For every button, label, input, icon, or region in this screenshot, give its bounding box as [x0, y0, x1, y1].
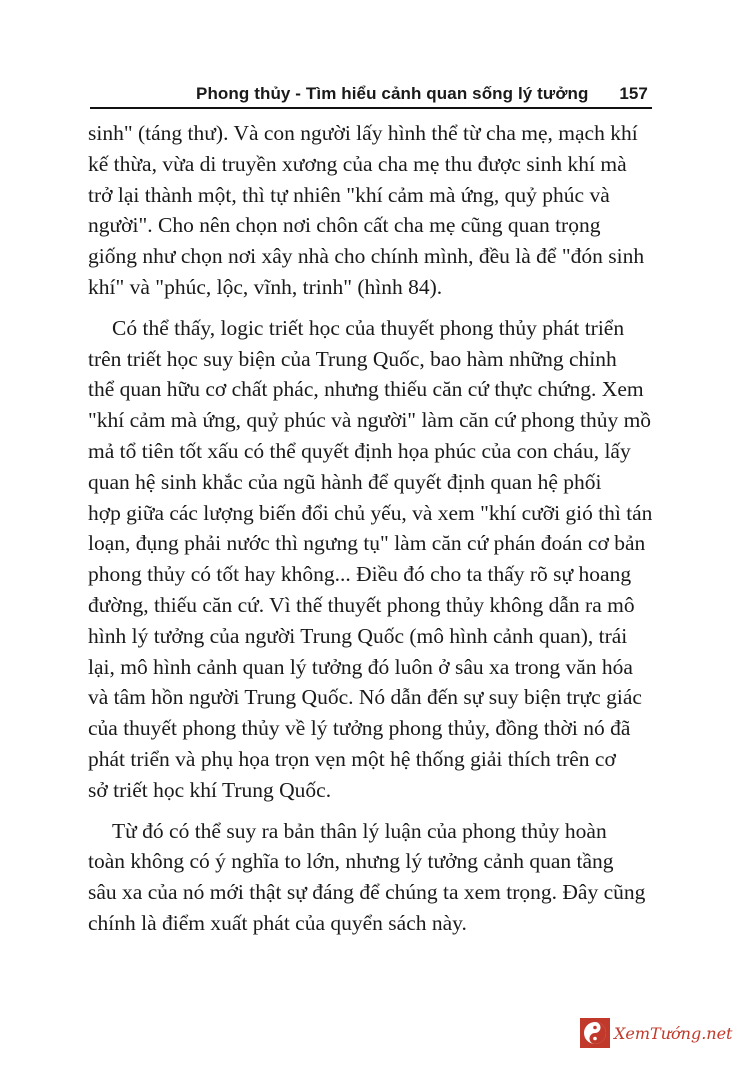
text-line: trên triết học suy biện của Trung Quốc, bao hàm những chỉnh: [88, 346, 617, 371]
text-line: mả tổ tiên tốt xấu có thể quyết định họa phúc của con cháu, lấy: [88, 438, 631, 463]
text-line: trở lại thành một, thì tự nhiên "khí cảm mà ứng, quỷ phúc và: [88, 182, 610, 207]
yin-yang-icon: [580, 1018, 610, 1048]
text-line: người". Cho nên chọn nơi chôn cất cha mẹ cũng quan trọng: [88, 213, 601, 238]
text-line: phát triển và phụ họa trọn vẹn một hệ thống giải thích trên cơ: [88, 746, 616, 771]
text-line: hợp giữa các lượng biến đổi chủ yếu, và xem "khí cưỡi gió thì tán: [88, 500, 653, 525]
running-header: [196, 84, 648, 104]
header-title: Phong thủy - Tìm hiểu cảnh quan sống lý tưởng: [196, 84, 589, 103]
text-line: phong thủy có tốt hay không... Điều đó cho ta thấy rõ sự hoang: [88, 562, 632, 587]
text-line: khí" và "phúc, lộc, vĩnh, trinh" (hình 84).: [88, 274, 443, 299]
text-line: đường, thiếu căn cứ. Vì thế thuyết phong thủy không dẫn ra mô: [88, 592, 635, 617]
header-divider: [90, 107, 652, 109]
text-line: sâu xa của nó mới thật sự đáng để chúng ta xem trọng. Đây cũng: [88, 880, 646, 905]
watermark-logo: [580, 1016, 746, 1050]
text-line: của thuyết phong thủy về lý tưởng phong thủy, đồng thời nó đã: [88, 716, 631, 741]
paragraph: [88, 816, 653, 939]
text-line: sinh" (táng thư). Và con người lấy hình thể từ cha mẹ, mạch khí: [88, 121, 638, 145]
text-line: toàn không có ý nghĩa to lớn, nhưng lý tưởng cảnh quan tầng: [88, 849, 614, 874]
text-line: kế thừa, vừa di truyền xương của cha mẹ thu được sinh khí mà: [88, 151, 627, 176]
text-line: Có thể thấy, logic triết học của thuyết phong thủy phát triển: [112, 315, 625, 340]
text-line: lại, mô hình cảnh quan lý tưởng đó luôn ở sâu xa trong văn hóa: [88, 654, 633, 679]
text-line: và tâm hồn người Trung Quốc. Nó dẫn đến sự suy biện trực giác: [88, 685, 642, 710]
text-line: sở triết học khí Trung Quốc.: [88, 777, 332, 802]
paragraph: [88, 118, 653, 303]
text-line: hình lý tưởng của người Trung Quốc (mô hình cảnh quan), trái: [88, 623, 628, 648]
text-line: thể quan hữu cơ chất phác, nhưng thiếu căn cứ thực chứng. Xem: [88, 377, 644, 402]
text-line: giống như chọn nơi xây nhà cho chính mình, đều là để "đón sinh: [88, 244, 645, 269]
paragraph: [88, 313, 653, 806]
text-line: Từ đó có thể suy ra bản thân lý luận của phong thủy hoàn: [112, 818, 607, 843]
text-line: loạn, đụng phải nước thì ngưng tụ" làm căn cứ phán đoán cơ bản: [88, 531, 646, 556]
page-number: 157: [619, 84, 648, 103]
watermark-text: XemTướng.net: [614, 1023, 733, 1043]
body-text: [88, 118, 653, 939]
text-line: chính là điểm xuất phát của quyển sách này.: [88, 910, 467, 935]
text-line: "khí cảm mà ứng, quỷ phúc và người" làm căn cứ phong thủy mồ: [88, 408, 652, 433]
text-line: quan hệ sinh khắc của ngũ hành để quyết định quan hệ phối: [88, 469, 602, 494]
